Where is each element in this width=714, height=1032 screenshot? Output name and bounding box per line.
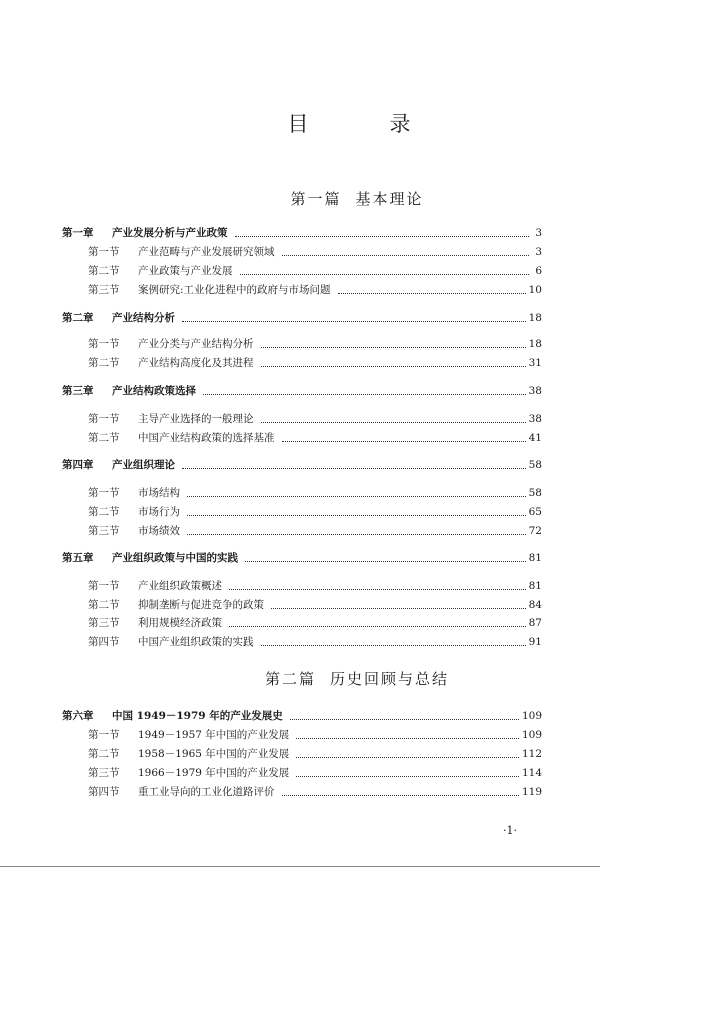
section-title: 产业范畴与产业发展研究领域 (138, 246, 275, 258)
page-ref: 112 (521, 747, 542, 760)
section-title: 产业组织政策概述 (138, 580, 222, 592)
page-ref: 31 (528, 356, 542, 369)
page-ref: 3 (535, 245, 542, 258)
toc-section-row[interactable] (88, 783, 542, 800)
section-title: 市场结构 (138, 487, 180, 499)
toc-section-row[interactable] (88, 614, 542, 631)
leader-dots (296, 737, 519, 739)
part-label: 第一篇 (290, 190, 342, 208)
page-ref: 91 (528, 635, 542, 648)
page-ref: 18 (528, 311, 542, 324)
toc-section-row[interactable] (88, 243, 542, 260)
section-title: 1958－1965 年中国的产业发展 (138, 748, 290, 760)
page-ref: 119 (521, 785, 542, 798)
section-number: 第一节 (88, 413, 120, 425)
section-title: 抑制垄断与促进竞争的政策 (138, 599, 264, 611)
toc-section-row[interactable] (88, 262, 542, 279)
page-ref: 10 (528, 283, 542, 296)
leader-dots (240, 273, 530, 275)
toc-section-row[interactable] (88, 429, 542, 446)
section-number: 第二节 (88, 432, 120, 444)
chapter-title: 产业组织理论 (112, 459, 175, 471)
page-ref: 3 (535, 226, 542, 239)
section-title: 重工业导向的工业化道路评价 (138, 786, 275, 798)
page-ref: 58 (528, 486, 542, 499)
leader-dots (235, 235, 530, 237)
section-title: 中国产业组织政策的实践 (138, 636, 254, 648)
toc-chapter-row[interactable] (62, 382, 542, 399)
chapter-number: 第一章 (62, 227, 94, 239)
leader-dots (261, 365, 526, 367)
leader-dots (261, 346, 526, 348)
chapter-title: 产业组织政策与中国的实践 (112, 552, 238, 564)
leader-dots (296, 775, 519, 777)
page-title: 目 录 (287, 112, 441, 136)
toc-section-row[interactable] (88, 764, 542, 781)
toc-section-row[interactable] (88, 522, 542, 539)
leader-dots (282, 440, 526, 442)
toc-section-row[interactable] (88, 596, 542, 613)
section-number: 第一节 (88, 246, 120, 258)
part-heading-1 (0, 188, 714, 209)
section-title: 主导产业选择的一般理论 (138, 413, 254, 425)
section-title: 案例研究:工业化进程中的政府与市场问题 (138, 284, 331, 296)
toc-section-row[interactable] (88, 633, 542, 650)
toc-section-row[interactable] (88, 745, 542, 762)
section-number: 第一节 (88, 338, 120, 350)
page-ref: 84 (528, 598, 542, 611)
page-ref: 109 (521, 728, 542, 741)
leader-dots (282, 254, 530, 256)
page-ref: 38 (528, 384, 542, 397)
leader-dots (187, 514, 526, 516)
leader-dots (290, 718, 519, 720)
toc-section-row[interactable] (88, 726, 542, 743)
toc-section-row[interactable] (88, 281, 542, 298)
leader-dots (261, 421, 526, 423)
part-label: 第二篇 (264, 670, 316, 688)
leader-dots (338, 292, 526, 294)
chapter-number: 第六章 (62, 710, 94, 722)
section-number: 第三节 (88, 767, 120, 779)
section-title: 产业政策与产业发展 (138, 265, 233, 277)
section-title: 1966－1979 年中国的产业发展 (138, 767, 290, 779)
page-ref: 41 (528, 431, 542, 444)
page-ref: 6 (535, 264, 542, 277)
chapter-number: 第五章 (62, 552, 94, 564)
section-title: 产业结构高度化及其进程 (138, 357, 254, 369)
toc-chapter-row[interactable] (62, 224, 542, 241)
toc-chapter-row[interactable] (62, 707, 542, 724)
section-number: 第四节 (88, 786, 120, 798)
leader-dots (296, 756, 519, 758)
leader-dots (229, 625, 526, 627)
section-title: 利用规模经济政策 (138, 617, 222, 629)
chapter-title: 中国 1949－1979 年的产业发展史 (112, 710, 283, 722)
toc-section-row[interactable] (88, 335, 542, 352)
leader-dots (261, 644, 526, 646)
section-number: 第一节 (88, 580, 120, 592)
leader-dots (229, 588, 526, 590)
section-title: 中国产业结构政策的选择基准 (138, 432, 275, 444)
section-number: 第三节 (88, 284, 120, 296)
section-number: 第三节 (88, 525, 120, 537)
toc-section-row[interactable] (88, 484, 542, 501)
section-number: 第二节 (88, 748, 120, 760)
page-ref: 81 (528, 551, 542, 564)
toc-chapter-row[interactable] (62, 309, 542, 326)
section-number: 第二节 (88, 599, 120, 611)
section-number: 第一节 (88, 729, 120, 741)
leader-dots (182, 467, 526, 469)
leader-dots (203, 393, 526, 395)
page-ref: 65 (528, 505, 542, 518)
page-ref: 58 (528, 458, 542, 471)
section-number: 第一节 (88, 487, 120, 499)
page-ref: 109 (521, 709, 542, 722)
page-ref: 38 (528, 412, 542, 425)
toc-section-row[interactable] (88, 577, 542, 594)
section-number: 第四节 (88, 636, 120, 648)
toc-section-row[interactable] (88, 410, 542, 427)
page-ref: 87 (528, 616, 542, 629)
page-ref: 81 (528, 579, 542, 592)
toc-section-row[interactable] (88, 503, 542, 520)
leader-dots (245, 560, 526, 562)
chapter-title: 产业发展分析与产业政策 (112, 227, 228, 239)
part-title: 历史回顾与总结 (330, 670, 450, 688)
part-heading-2 (0, 668, 714, 689)
page-ref: 18 (528, 337, 542, 350)
scan-rule-line (0, 866, 600, 867)
section-number: 第二节 (88, 265, 120, 277)
section-number: 第二节 (88, 357, 120, 369)
page-number: ·1· (503, 824, 517, 837)
leader-dots (187, 495, 526, 497)
leader-dots (271, 607, 526, 609)
leader-dots (182, 320, 526, 322)
toc-chapter-row[interactable] (62, 549, 542, 566)
part-title: 基本理论 (355, 190, 424, 208)
section-title: 产业分类与产业结构分析 (138, 338, 254, 350)
section-title: 市场行为 (138, 506, 180, 518)
toc-chapter-row[interactable] (62, 456, 542, 473)
section-title: 1949－1957 年中国的产业发展 (138, 729, 290, 741)
chapter-title: 产业结构政策选择 (112, 385, 196, 397)
section-number: 第二节 (88, 506, 120, 518)
chapter-title: 产业结构分析 (112, 312, 175, 324)
leader-dots (282, 794, 519, 796)
section-title: 市场绩效 (138, 525, 180, 537)
page-ref: 114 (521, 766, 542, 779)
toc-section-row[interactable] (88, 354, 542, 371)
chapter-number: 第二章 (62, 312, 94, 324)
section-number: 第三节 (88, 617, 120, 629)
chapter-number: 第四章 (62, 459, 94, 471)
page-ref: 72 (528, 524, 542, 537)
leader-dots (187, 533, 526, 535)
chapter-number: 第三章 (62, 385, 94, 397)
